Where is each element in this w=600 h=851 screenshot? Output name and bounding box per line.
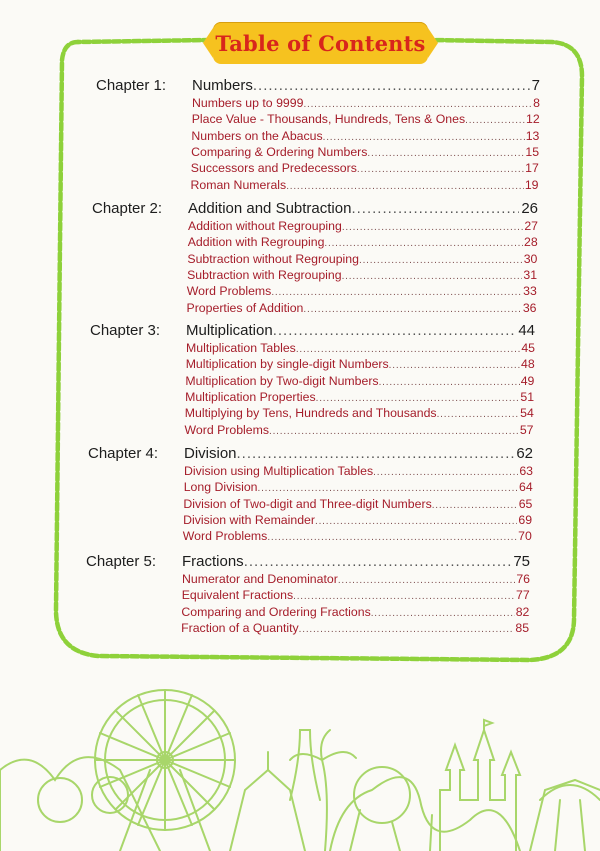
- topic-entry[interactable]: [191, 161, 539, 177]
- dot-leader: [303, 304, 521, 315]
- topic-title: Word Problems: [182, 529, 268, 544]
- topic-title: Addition with Regrouping: [187, 235, 325, 250]
- topic-title: Multiplication by Two-digit Numbers: [185, 373, 379, 388]
- topic-entry[interactable]: [191, 145, 539, 161]
- topic-entry[interactable]: [182, 572, 530, 588]
- topic-title: Multiplication by single-digit Numbers: [185, 357, 389, 372]
- topic-page-number: 31: [523, 267, 538, 282]
- topic-page-number: 48: [521, 357, 535, 372]
- topic-page-number: 69: [518, 512, 533, 527]
- page-title: Table of Contents: [215, 30, 426, 56]
- topic-entry[interactable]: [182, 588, 530, 604]
- dot-leader: [303, 99, 532, 110]
- topic-title: Division with Remainder: [183, 512, 315, 527]
- topic-title: Multiplication Properties: [185, 389, 316, 404]
- dot-leader: [237, 445, 515, 462]
- topic-page-number: 45: [521, 341, 535, 355]
- chapter-entry[interactable]: [188, 200, 538, 217]
- dot-leader: [465, 115, 525, 126]
- chapter-page-number: 44: [518, 322, 535, 339]
- topic-page-number: 57: [519, 422, 534, 437]
- topic-page-number: 12: [526, 112, 540, 127]
- dot-leader: [367, 148, 524, 159]
- topic-title: Properties of Addition: [186, 300, 304, 315]
- chapter-page-number: 62: [516, 445, 533, 462]
- topic-title: Subtraction without Regrouping: [187, 251, 359, 266]
- chapter-title: Fractions: [182, 553, 244, 570]
- dot-leader: [273, 322, 517, 339]
- topic-title: Roman Numerals: [190, 177, 287, 192]
- dot-leader: [379, 377, 520, 388]
- topic-page-number: 64: [519, 480, 533, 495]
- topic-title: Subtraction with Regrouping: [187, 267, 342, 282]
- topic-page-number: 70: [518, 529, 532, 544]
- topic-entry[interactable]: [183, 529, 532, 545]
- chapter-title: Numbers: [192, 77, 253, 94]
- topic-page-number: 54: [520, 406, 534, 421]
- topic-entry[interactable]: [185, 406, 534, 422]
- dot-leader: [437, 409, 520, 420]
- chapter-label: Chapter 2:: [92, 200, 163, 217]
- topic-title: Comparing & Ordering Numbers: [191, 144, 368, 159]
- dot-leader: [432, 500, 518, 511]
- topic-title: Long Division: [183, 480, 258, 495]
- topic-page-number: 77: [516, 588, 530, 603]
- dot-leader: [342, 271, 523, 282]
- dot-leader: [338, 575, 515, 586]
- topic-entry[interactable]: [185, 423, 534, 439]
- topic-entry[interactable]: [186, 357, 535, 373]
- topic-page-number: 8: [533, 96, 540, 110]
- topic-entry[interactable]: [191, 178, 539, 194]
- topic-page-number: 19: [524, 177, 539, 192]
- topic-title: Numerator and Denominator: [182, 572, 338, 586]
- chapter-label: Chapter 4:: [88, 445, 159, 462]
- chapter-page-number: 75: [513, 553, 530, 570]
- topic-page-number: 13: [525, 128, 540, 143]
- topic-entry[interactable]: [192, 112, 540, 128]
- topic-entry[interactable]: [181, 605, 529, 621]
- topic-title: Division of Two-digit and Three-digit Numbers: [183, 496, 432, 511]
- topic-page-number: 30: [523, 251, 538, 266]
- dot-leader: [253, 77, 530, 94]
- topic-title: Multiplying by Tens, Hundreds and Thousands: [184, 406, 437, 421]
- dot-leader: [299, 624, 515, 635]
- topic-entry[interactable]: [192, 96, 540, 112]
- topic-entry[interactable]: [185, 390, 534, 406]
- topic-title: Equivalent Fractions: [181, 588, 294, 603]
- topic-title: Place Value - Thousands, Hundreds, Tens & Ones: [191, 112, 466, 127]
- dot-leader: [271, 287, 522, 298]
- topic-page-number: 15: [525, 144, 540, 159]
- topic-entry[interactable]: [185, 374, 534, 390]
- chapter-page-number: 26: [521, 200, 538, 217]
- topic-title: Addition without Regrouping: [188, 219, 342, 233]
- dot-leader: [267, 532, 517, 543]
- chapter-page-number: 7: [531, 77, 540, 94]
- dot-leader: [389, 360, 520, 371]
- chapter-title: Multiplication: [186, 322, 273, 339]
- dot-leader: [258, 483, 518, 494]
- topic-title: Multiplication Tables: [186, 341, 296, 355]
- topic-title: Numbers on the Abacus: [191, 128, 323, 143]
- topic-page-number: 17: [525, 161, 539, 176]
- dot-leader: [316, 393, 520, 404]
- topic-page-number: 51: [520, 389, 535, 404]
- topic-title: Word Problems: [184, 422, 270, 437]
- chapter-label: Chapter 1:: [96, 77, 167, 94]
- topic-page-number: 65: [518, 496, 533, 511]
- castle: [440, 730, 520, 851]
- topic-page-number: 28: [524, 235, 538, 250]
- topic-title: Fraction of a Quantity: [181, 620, 299, 635]
- topic-entry[interactable]: [186, 341, 535, 357]
- chapter-entry[interactable]: [192, 77, 540, 94]
- dot-leader: [296, 344, 520, 355]
- topic-entry[interactable]: [183, 513, 532, 529]
- topic-entry[interactable]: [188, 235, 538, 251]
- dot-leader: [293, 591, 515, 602]
- topic-page-number: 82: [515, 604, 530, 619]
- dot-leader: [351, 200, 519, 217]
- dot-leader: [269, 426, 519, 437]
- topic-page-number: 49: [520, 373, 535, 388]
- chapter-entry[interactable]: [182, 553, 530, 570]
- topic-entry[interactable]: [181, 621, 529, 637]
- dot-leader: [373, 467, 518, 478]
- topic-entry[interactable]: [187, 252, 537, 268]
- topic-title: Comparing and Ordering Fractions: [181, 604, 371, 619]
- dot-leader: [323, 132, 525, 143]
- topic-title: Word Problems: [186, 284, 272, 299]
- dot-leader: [342, 222, 523, 233]
- chapter-title: Addition and Subtraction: [188, 200, 352, 217]
- dot-leader: [359, 255, 523, 266]
- topic-entry[interactable]: [184, 464, 533, 480]
- topic-entry[interactable]: [188, 219, 538, 235]
- chapter-entry[interactable]: [184, 445, 533, 462]
- topic-entry[interactable]: [191, 129, 539, 145]
- dot-leader: [315, 516, 517, 527]
- topic-page-number: 33: [523, 284, 537, 299]
- title-banner: [213, 22, 428, 64]
- dot-leader: [244, 553, 512, 570]
- topic-title: Division using Multiplication Tables: [184, 464, 374, 478]
- topic-title: Successors and Predecessors: [190, 161, 357, 176]
- dot-leader: [371, 608, 515, 619]
- chapter-title: Division: [184, 445, 237, 462]
- chapter-entry[interactable]: [186, 322, 535, 339]
- topic-page-number: 85: [515, 620, 530, 635]
- amusement-park-illustration: [0, 690, 600, 851]
- dot-leader: [286, 181, 524, 192]
- chapter-label: Chapter 3:: [90, 322, 161, 339]
- topic-page-number: 36: [522, 300, 537, 315]
- topic-page-number: 63: [519, 464, 533, 478]
- dot-leader: [357, 164, 524, 175]
- chapter-label: Chapter 5:: [86, 553, 157, 570]
- topic-entry[interactable]: [184, 480, 533, 496]
- topic-page-number: 76: [516, 572, 530, 586]
- topic-entry[interactable]: [187, 284, 537, 300]
- topic-entry[interactable]: [183, 497, 532, 513]
- dot-leader: [324, 238, 523, 249]
- topic-entry[interactable]: [187, 301, 537, 317]
- topic-entry[interactable]: [187, 268, 537, 284]
- topic-page-number: 27: [524, 219, 538, 233]
- topic-title: Numbers up to 9999: [192, 96, 304, 110]
